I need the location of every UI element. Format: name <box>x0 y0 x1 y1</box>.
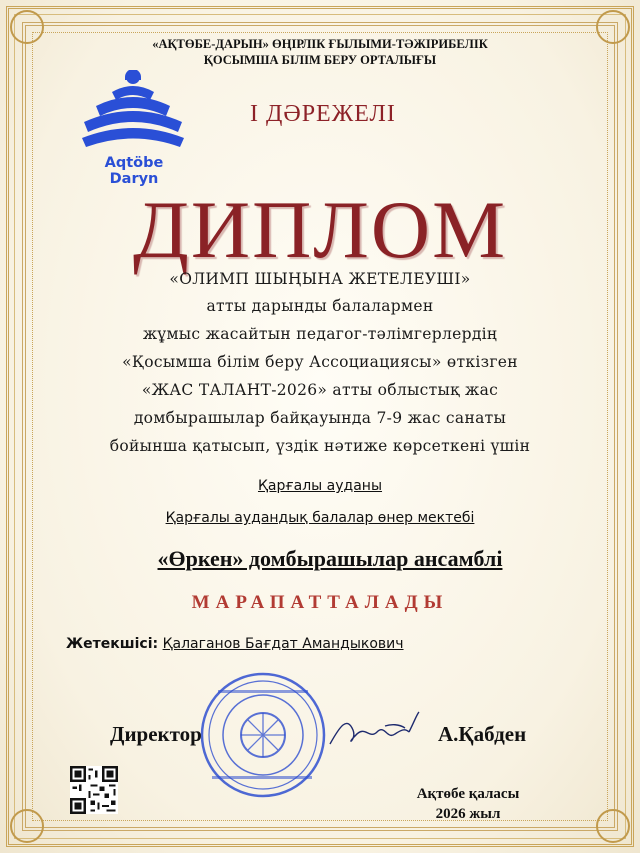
district-name: Қарғалы ауданы <box>257 478 383 494</box>
school-name: Қарғалы аудандық балалар өнер мектебі <box>165 510 475 526</box>
body-line: «Қосымша білім беру Ассоциациясы» өткізген <box>122 353 518 371</box>
corner-ornament-icon <box>10 809 44 843</box>
leader-name: Қалаганов Бағдат Амандыкович <box>162 636 404 652</box>
logo-text: Aqtöbe Daryn <box>104 155 164 187</box>
director-label: Директор <box>110 722 202 746</box>
body-line: «ОЛИМП ШЫҢЫНА ЖЕТЕЛЕУШІ» <box>169 270 471 288</box>
corner-ornament-icon <box>596 809 630 843</box>
award-text: МАРАПАТТАЛАДЫ <box>191 592 449 613</box>
official-stamp-icon <box>198 670 328 800</box>
body-line: домбырашылар байқауында 7-9 жас санаты <box>133 409 507 427</box>
body-line: атты дарынды балалармен <box>206 297 434 315</box>
body-line: жұмыс жасайтын педагог-тәлімгерлердің <box>142 325 498 343</box>
degree-label: І ДӘРЕЖЕЛІ <box>250 101 396 127</box>
body-line: «ЖАС ТАЛАНТ-2026» атты облыстық жас <box>141 381 499 399</box>
organization-line-1: «АҚТӨБЕ-ДАРЫН» ӨҢІРЛІК ҒЫЛЫМИ-ТӘЖІРИБЕЛІК <box>152 37 488 51</box>
footer-city: Ақтөбе қаласы <box>416 786 520 802</box>
organization-line-2: ҚОСЫМША БІЛІМ БЕРУ ОРТАЛЫҒЫ <box>203 53 437 67</box>
director-signature-icon <box>325 706 425 756</box>
body-line: бойынша қатысып, үздік нәтиже көрсеткені үшін <box>109 437 531 455</box>
recipient-name: «Өркен» домбырашылар ансамблі <box>157 546 503 571</box>
diploma-title: ДИПЛОМ <box>132 184 508 275</box>
footer-year: 2026 жыл <box>435 806 501 822</box>
leader-line <box>66 636 404 652</box>
qr-code-icon <box>70 766 118 814</box>
director-name: А.Қабден <box>438 722 527 746</box>
leader-label: Жетекшісі: <box>66 636 159 652</box>
